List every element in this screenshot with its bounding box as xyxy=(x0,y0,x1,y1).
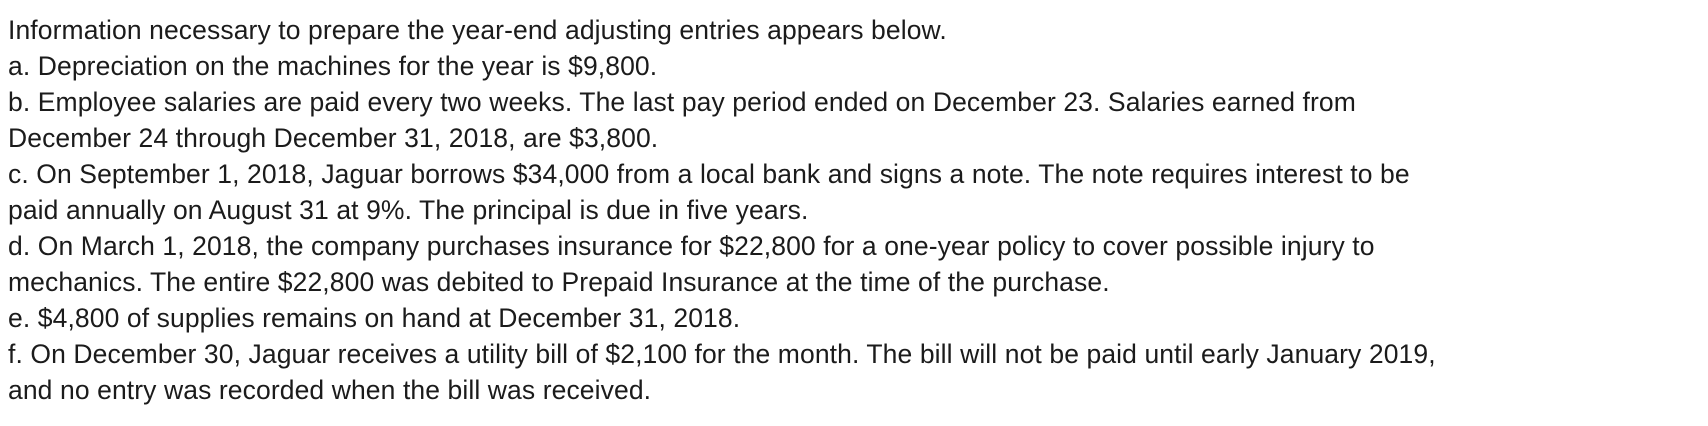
item-f-line-1: f. On December 30, Jaguar receives a utility bill of $2,100 for the month. The bill will not be paid until early January 2019, xyxy=(8,339,1436,369)
item-e xyxy=(8,300,1698,336)
item-c-line-1: c. On September 1, 2018, Jaguar borrows $34,000 from a local bank and signs a note. The note requires interest to be xyxy=(8,159,1410,189)
item-c-line-2: paid annually on August 31 at 9%. The principal is due in five years. xyxy=(8,195,809,225)
item-b xyxy=(8,84,1698,156)
item-c xyxy=(8,156,1698,228)
item-f xyxy=(8,336,1698,408)
item-b-line-1: b. Employee salaries are paid every two weeks. The last pay period ended on December 23. Salaries earned from xyxy=(8,87,1356,117)
item-b-line-2: December 24 through December 31, 2018, are $3,800. xyxy=(8,123,659,153)
item-d-line-1: d. On March 1, 2018, the company purchases insurance for $22,800 for a one-year policy to cover possible injury to xyxy=(8,231,1375,261)
item-d xyxy=(8,228,1698,300)
item-a-line-1: a. Depreciation on the machines for the year is $9,800. xyxy=(8,51,658,81)
item-a xyxy=(8,48,1698,84)
item-d-line-2: mechanics. The entire $22,800 was debited to Prepaid Insurance at the time of the purchase. xyxy=(8,267,1110,297)
item-e-line-1: e. $4,800 of supplies remains on hand at December 31, 2018. xyxy=(8,303,741,333)
item-f-line-2: and no entry was recorded when the bill was received. xyxy=(8,375,652,405)
intro-text: Information necessary to prepare the year-end adjusting entries appears below. xyxy=(8,15,947,45)
